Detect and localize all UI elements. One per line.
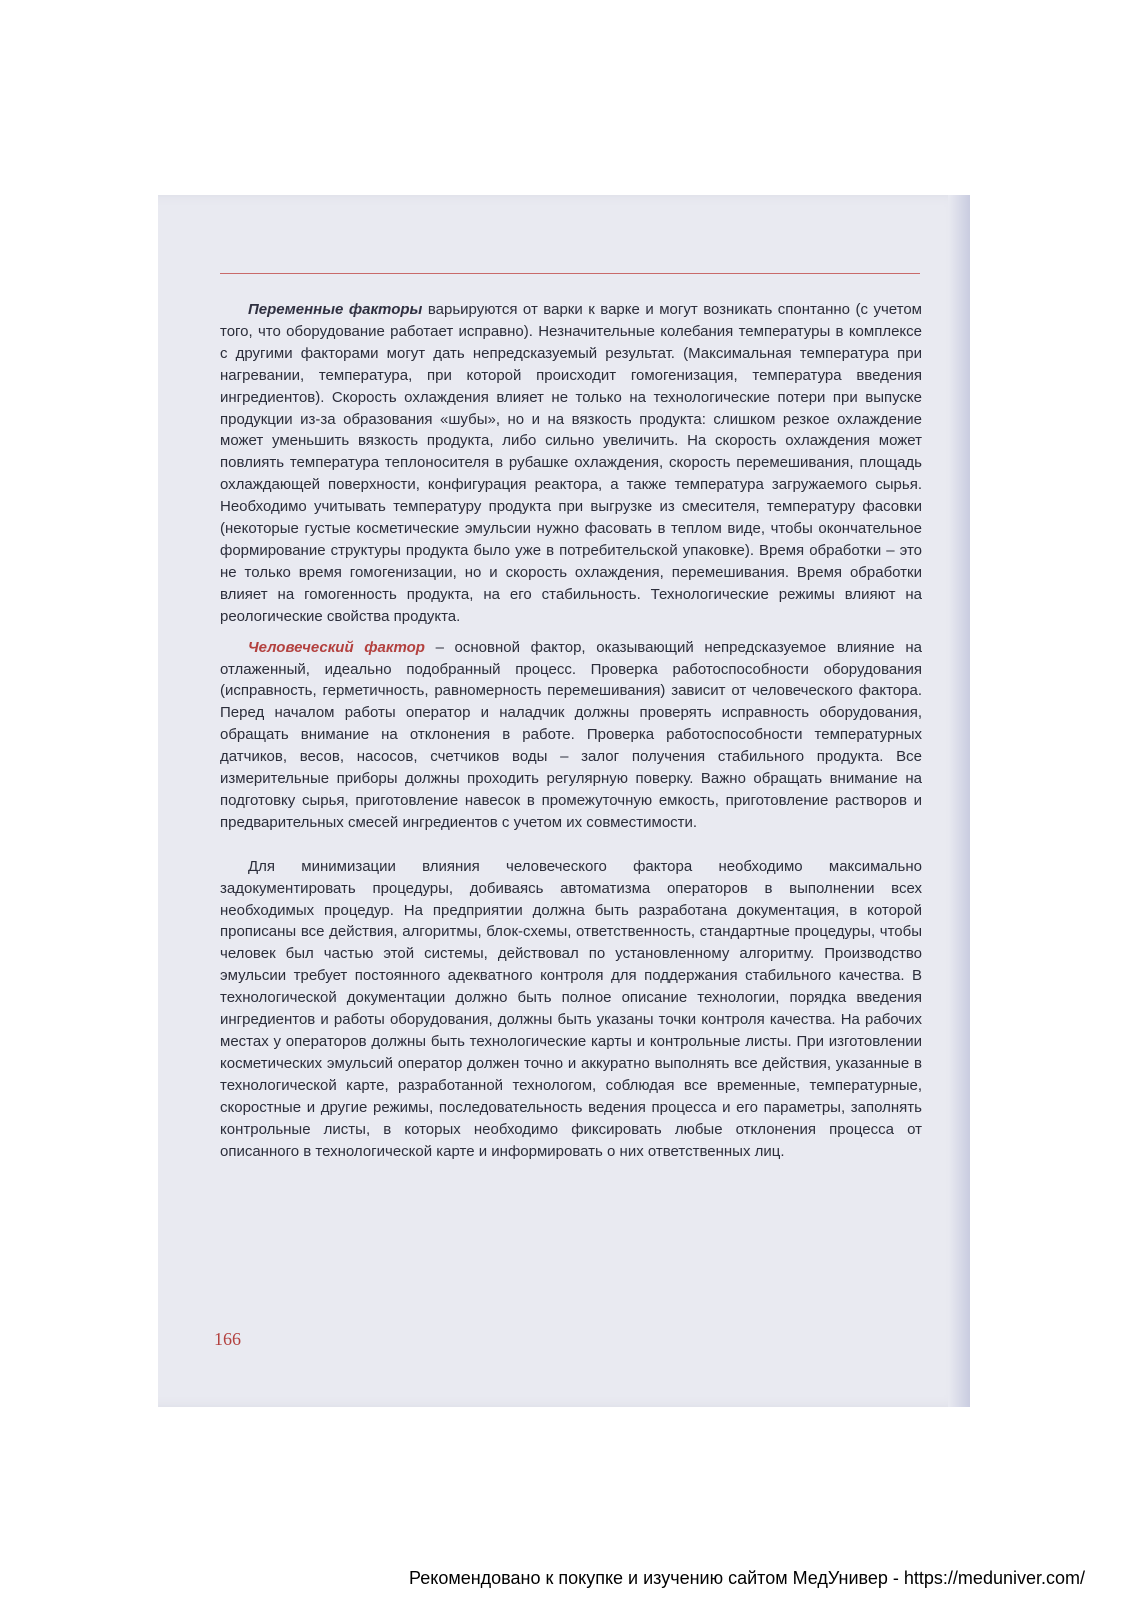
paragraph-text: варьируются от варки к варке и могут возникать спонтанно (с учетом того, что оборудование работает исправно). Незначительные колебания температуры в комплексе с другими факторами могут дать непредсказуемый результат. (Максимальная температура при нагревании, температура, при которой происходит гомогенизация, температура введения ингредиентов). Скорость охлаждения влияет не только на технологические потери при выпуске продукции из-за образования «шубы», но и на вязкость продукта: слишком резкое охлаждение может уменьшить вязкость продукта, либо сильно увеличить. На скорость охлаждения может повлиять температура теплоносителя в рубашке охлаждения, скорость перемешивания, площадь охлаждающей поверхности, конфигурация реактора, а также температура загружаемого сырья. Необходимо учитывать температуру продукта при выгрузке из смесителя, температуру фасовки (некоторые густые косметические эмульсии нужно фасовать в теплом виде, чтобы окончательное формирование структуры продукта было уже в потребительской упаковке). Время обработки – это не только время гомогенизации, но и скорость охлаждения, перемешивания. Время обработки влияет на гомогенность продукта, на его стабильность. Технологические режимы влияют на реологические свойства продукта. [220, 301, 922, 625]
term-variable-factors: Переменные факторы [248, 301, 423, 318]
paragraph-text: – основной фактор, оказывающий непредсказуемое влияние на отлаженный, идеально подобранный процесс. Проверка работоспособности оборудования (исправность, герметичность, равномерность перемешивания) зависит от человеческого фактора. Перед началом работы оператор и наладчик должны проверять исправность оборудования, обращать внимание на отклонения в работе. Проверка работоспособности температурных датчиков, весов, насосов, счетчиков воды – залог получения стабильного продукта. Все измерительные приборы должны проходить регулярную поверку. Важно обращать внимание на подготовку сырья, приготовление навесок в промежуточную емкость, приготовление растворов и предварительных смесей ингредиентов с учетом их совместимости. [220, 638, 922, 831]
footer-recommendation: Рекомендовано к покупке и изучению сайтом МедУнивер - https://meduniver.com/ [409, 1568, 1085, 1588]
paragraph-human-factor [220, 637, 922, 834]
body-text [220, 299, 922, 1162]
book-spine-shadow [948, 195, 970, 1407]
paragraph-minimization: Для минимизации влияния человеческого фактора необходимо максимально задокументировать процедуры, добиваясь автоматизма операторов в выполнении всех необходимых процедур. На предприятии должна быть разработана документация, в которой прописаны все действия, алгоритмы, блок-схемы, ответственность, стандартные процедуры, чтобы человек был частью этой системы, действовал по установленному алгоритму. Производство эмульсии требует постоянного адекватного контроля для поддержания стабильного качества. В технологической документации должно быть полное описание технологии, порядка введения ингредиентов и работы оборудования, должны быть указаны точки контроля качества. На рабочих местах у операторов должны быть технологические карты и контрольные листы. При изготовлении косметических эмульсий оператор должен точно и аккуратно выполнять все действия, указанные в технологической карте, разработанной технологом, соблюдая все временные, температурные, скоростные и другие режимы, последовательность ведения процесса и его параметры, заполнять контрольные листы, в которых необходимо фиксировать любые отклонения процесса от описанного в технологической карте и информировать о них ответственных лиц. [220, 857, 922, 1160]
running-head [220, 243, 920, 257]
page-number: 166 [214, 1329, 241, 1349]
paragraph-variable-factors [220, 299, 922, 628]
header-rule [220, 273, 920, 274]
scanned-page [158, 195, 970, 1407]
term-human-factor: Человеческий фактор [248, 638, 425, 656]
